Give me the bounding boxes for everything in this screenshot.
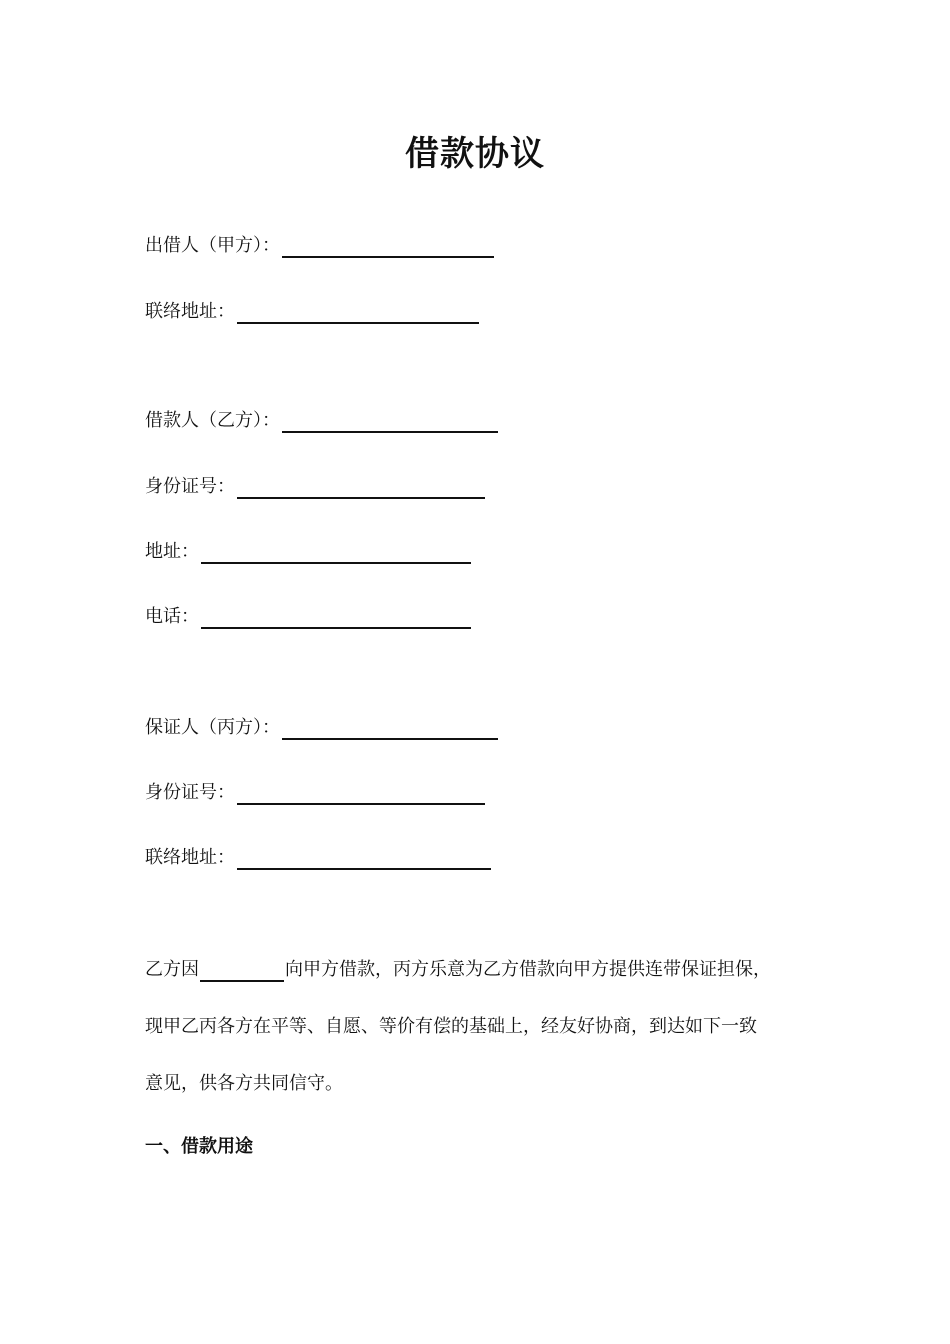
borrower-id-blank[interactable]: [237, 477, 485, 499]
borrower-name-blank[interactable]: [282, 411, 498, 433]
guarantor-id-label: 身份证号：: [145, 782, 235, 803]
borrower-address-label: 地址：: [145, 541, 199, 562]
guarantor-address-label: 联络地址：: [145, 847, 235, 868]
borrower-address-blank[interactable]: [201, 542, 471, 564]
lender-address-blank[interactable]: [237, 302, 479, 324]
guarantor-address-field: [145, 846, 491, 870]
preamble-line-3: 意见，供各方共同信守。: [145, 1073, 343, 1094]
lender-name-field: [145, 234, 494, 258]
borrower-address-field: [145, 540, 471, 564]
borrower-phone-label: 电话：: [145, 606, 199, 627]
lender-name-label: 出借人（甲方）：: [145, 235, 280, 256]
borrower-name-field: [145, 409, 498, 433]
lender-address-field: [145, 300, 479, 324]
guarantor-id-field: [145, 781, 485, 805]
preamble-line-2: 现甲乙丙各方在平等、自愿、等价有偿的基础上，经友好协商，到达如下一致: [145, 1016, 757, 1037]
loan-reason-blank[interactable]: [200, 962, 284, 982]
lender-name-blank[interactable]: [282, 236, 494, 258]
lender-address-label: 联络地址：: [145, 301, 235, 322]
section-heading-loan-purpose: 一、借款用途: [145, 1136, 253, 1157]
borrower-phone-field: [145, 605, 471, 629]
guarantor-name-blank[interactable]: [282, 718, 498, 740]
document-title: 借款协议: [405, 134, 545, 174]
guarantor-address-blank[interactable]: [237, 848, 491, 870]
preamble-line1-suffix: 向甲方借款，丙方乐意为乙方借款向甲方提供连带保证担保，: [285, 959, 771, 980]
preamble-line-1: [145, 958, 825, 982]
guarantor-id-blank[interactable]: [237, 783, 485, 805]
guarantor-name-field: [145, 716, 498, 740]
borrower-id-field: [145, 475, 485, 499]
preamble-line1-prefix: 乙方因: [145, 959, 199, 980]
borrower-phone-blank[interactable]: [201, 607, 471, 629]
borrower-id-label: 身份证号：: [145, 476, 235, 497]
borrower-name-label: 借款人（乙方）：: [145, 410, 280, 431]
guarantor-name-label: 保证人（丙方）：: [145, 717, 280, 738]
